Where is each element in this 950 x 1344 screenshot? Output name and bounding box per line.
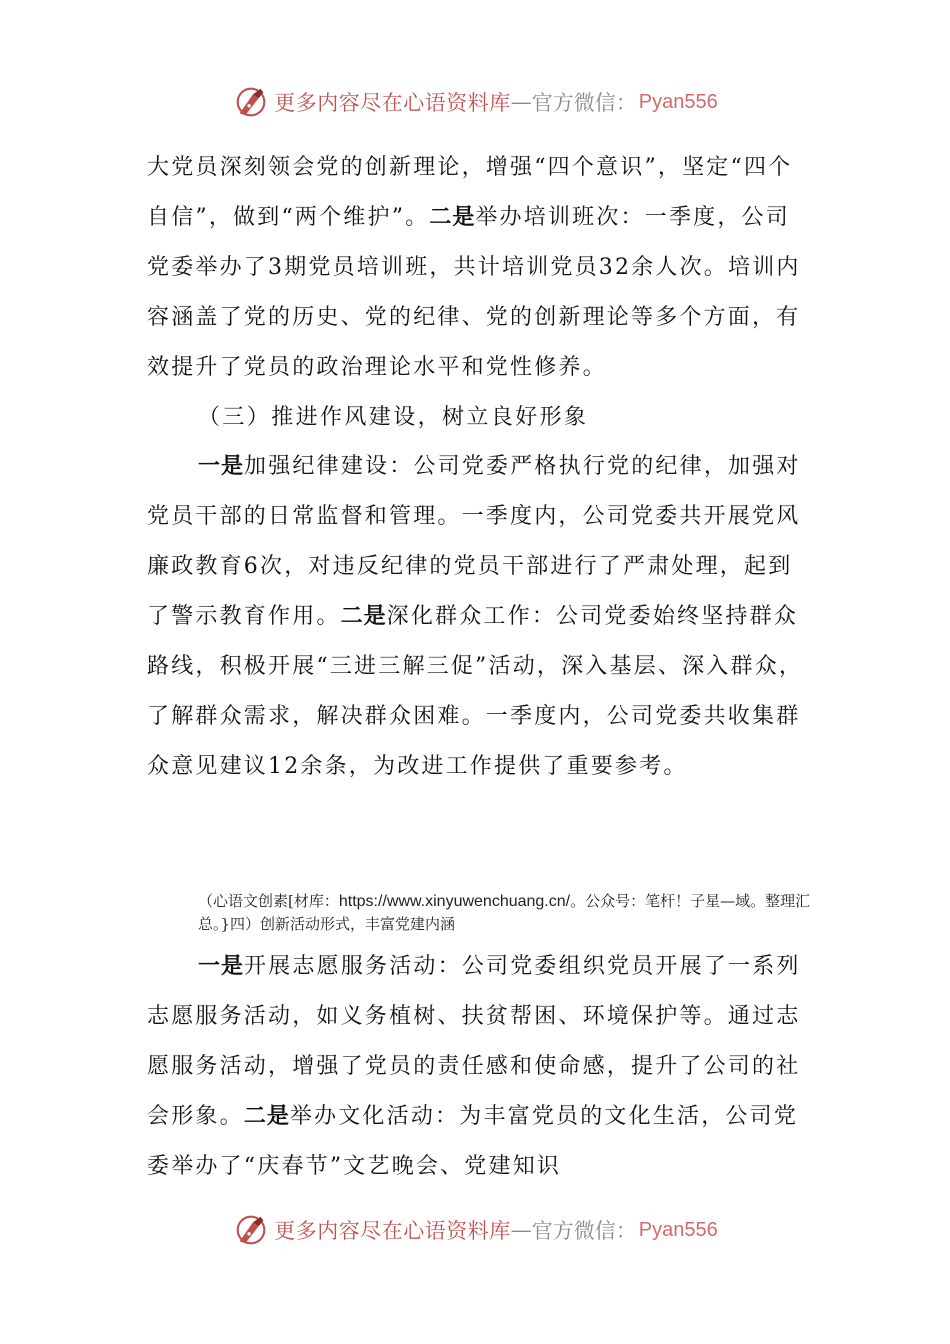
bold-lead-in: 一是 [198,954,245,979]
pen-nib-logo-icon [232,83,270,121]
note-part-2: 。公众号：笔杆！子星—域。整理汇总。}四）创新活动形式，丰富党建内涵 [198,892,811,933]
paragraph-training [147,143,812,393]
pen-nib-logo-icon [232,1211,270,1249]
paragraph-discipline [147,442,812,791]
source-note-text [147,890,812,936]
paragraph-activities [147,942,812,1192]
watermark-slogan: 更多内容尽在心语资料库 [274,1219,511,1243]
body-text-upper [147,143,812,792]
watermark-wechat-id: Pyan556 [638,1218,718,1241]
watermark-wechat-label: 官方微信： [531,1219,637,1243]
source-url-link[interactable]: https://www.xinyuwenchuang.cn/ [338,893,571,910]
paragraph-text: 深化群众工作：公司党委始终坚持群众路线，积极开展“三进三解三促”活动，深入基层、深入群众，了解群众需求，解决群众困难。一季度内，公司党委共收集群众意见建议12余条，为改进工作提供了重要参考。 [147,604,804,779]
bold-lead-in: 二是 [429,204,476,230]
watermark-wechat-id: Pyan556 [638,90,718,113]
note-part-1: （心语文创素[材库： [198,892,339,910]
watermark-banner-top [0,80,950,124]
watermark-dash: — [510,1218,532,1242]
bold-lead-in: 二是 [340,604,387,630]
watermark-dash: — [510,90,532,114]
bold-lead-in: 一是 [198,454,245,480]
paragraph-text: 举办文化活动：为丰富党员的文化生活，公司党委举办了“庆春节”文艺晚会、党建知识 [147,1103,799,1179]
paragraph-text: 加强纪律建设：公司党委严格执行党的纪律，加强对党员干部的日常监督和管理。一季度内，公司党委共开展党风廉政教育6次，对违反纪律的党员干部进行了严肃处理，起到了警示教育作用。 [147,454,801,630]
watermark-wechat-label: 官方微信： [531,91,637,115]
paragraph-text: 举办培训班次：一季度，公司党委举办了3期党员培训班，共计培训党员32余人次。培训内容涵盖了党的历史、党的纪律、党的创新理论等多个方面，有效提升了党员的政治理论水平和党性修养。 [147,204,801,380]
watermark-slogan: 更多内容尽在心语资料库 [274,91,511,115]
section-heading-three: （三）推进作风建设，树立良好形象 [198,404,589,430]
bold-lead-in: 二是 [243,1103,290,1129]
paragraph-text: 大党员深刻领会党的创新理论，增强“四个意识”，坚定“四个自信”，做到“两个维护”。 [147,155,793,230]
watermark-banner-bottom [0,1208,950,1252]
body-text-lower [147,942,812,1192]
source-note [147,890,812,936]
paragraph-text: 开展志愿服务活动：公司党委组织党员开展了一系列志愿服务活动，如义务植树、扶贫帮困、环境保护等。通过志愿服务活动，增强了党员的责任感和使命感，提升了公司的社会形象。 [147,954,801,1129]
